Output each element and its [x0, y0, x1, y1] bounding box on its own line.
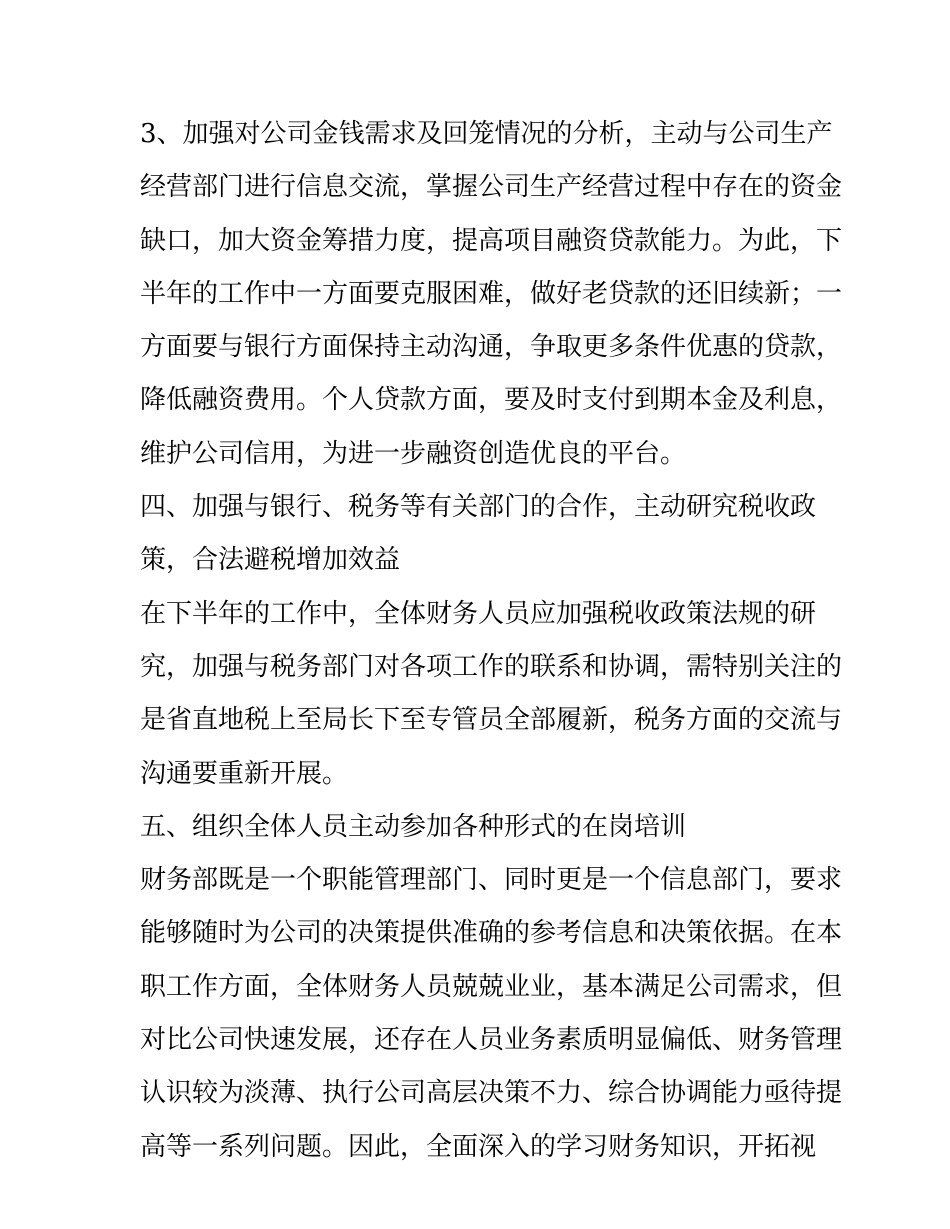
text-line: 经营部门进行信息交流，掌握公司生产经营过程中存在的资金: [140, 172, 843, 203]
text-line: 缺口，加大资金筹措力度，提高项目融资贷款能力。为此，下: [140, 225, 843, 256]
section-heading-4-cont: 策，合法避税增加效益: [140, 545, 401, 576]
text-line: 半年的工作中一方面要克服困难，做好老贷款的还旧续新；一: [140, 278, 843, 309]
text-line: 职工作方面，全体财务人员兢兢业业，基本满足公司需求，但: [140, 971, 843, 1002]
text-line: 财务部既是一个职能管理部门、同时更是一个信息部门，要求: [140, 865, 843, 896]
text-line: 认识较为淡薄、执行公司高层决策不力、综合协调能力亟待提: [140, 1078, 843, 1109]
text-line: 究，加强与税务部门对各项工作的联系和协调，需特别关注的: [140, 651, 843, 682]
text-line: 3、加强对公司金钱需求及回笼情况的分析，主动与公司生产: [140, 119, 833, 149]
text-line: 在下半年的工作中，全体财务人员应加强税收政策法规的研: [140, 598, 817, 629]
document-body: [140, 108, 843, 1174]
section-heading-5: 五、组织全体人员主动参加各种形式的在岗培训: [140, 811, 687, 842]
text-line: 方面要与银行方面保持主动沟通，争取更多条件优惠的贷款，: [140, 332, 843, 363]
text-line: 对比公司快速发展，还存在人员业务素质明显偏低、财务管理: [140, 1025, 843, 1056]
text-line: 维护公司信用，为进一步融资创造优良的平台。: [140, 438, 687, 469]
text-line: 是省直地税上至局长下至专管员全部履新，税务方面的交流与: [140, 705, 843, 736]
section-heading-4: 四、加强与银行、税务等有关部门的合作，主动研究税收政: [140, 492, 817, 523]
text-line: 高等一系列问题。因此，全面深入的学习财务知识，开拓视: [140, 1131, 817, 1162]
text-line: 能够随时为公司的决策提供准确的参考信息和决策依据。在本: [140, 918, 843, 949]
text-line: 沟通要重新开展。: [140, 758, 349, 789]
text-line: 降低融资费用。个人贷款方面，要及时支付到期本金及利息，: [140, 385, 843, 416]
